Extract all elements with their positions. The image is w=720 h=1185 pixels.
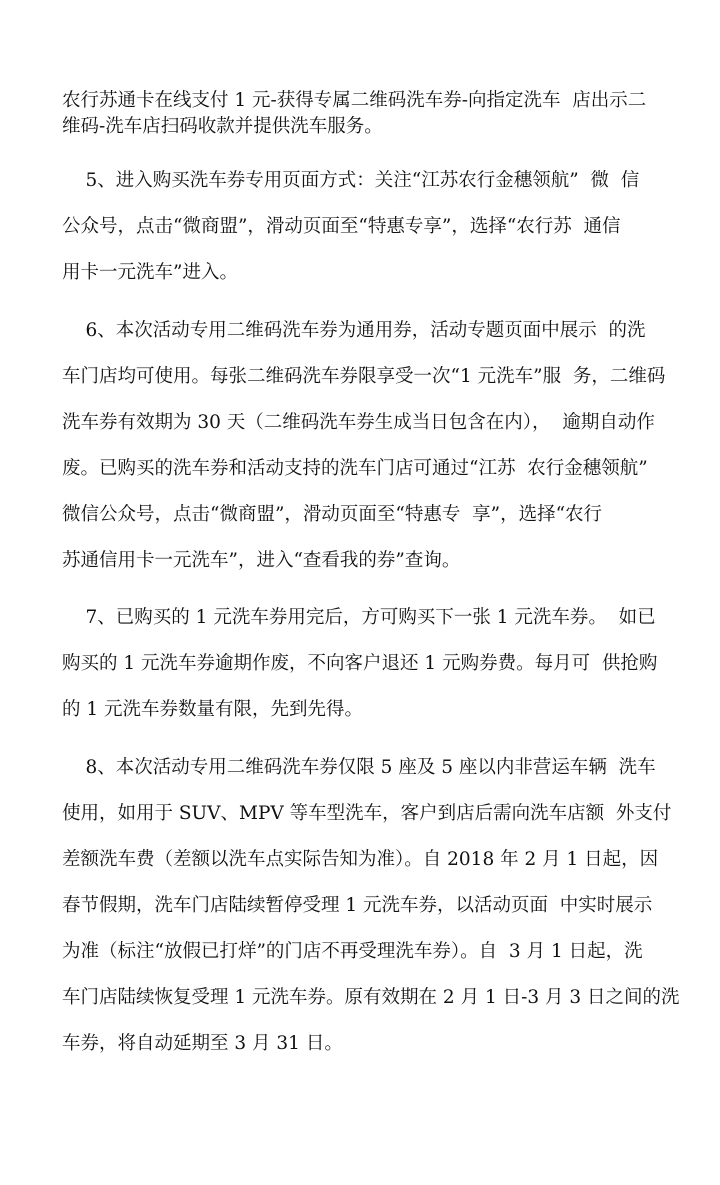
paragraph-5-line-2: 公众号，点击“微商盟”，滑动页面至“特惠专享”，选择“农行苏 通信 <box>62 216 621 237</box>
paragraph-4-line-2: 维码-洗车店扫码收款并提供洗车服务。 <box>62 116 383 137</box>
paragraph-8-line-5: 为准（标注“放假已打烊”的门店不再受理洗车券）。自 3 月 1 日起，洗 <box>62 941 643 962</box>
paragraph-8-line-1: 8、本次活动专用二维码洗车券仅限 5 座及 5 座以内非营运车辆 洗车 <box>62 757 656 778</box>
paragraph-6-line-5: 微信公众号，点击“微商盟”，滑动页面至“特惠专 享”，选择“农行 <box>62 504 603 525</box>
paragraph-6-line-3: 洗车券有效期为 30 天（二维码洗车券生成当日包含在内）， 逾期自动作 <box>62 412 655 433</box>
paragraph-8-line-4: 春节假期，洗车门店陆续暂停受理 1 元洗车券，以活动页面 中实时展示 <box>62 895 653 916</box>
paragraph-8-line-2: 使用，如用于 SUV、MPV 等车型洗车，客户到店后需向洗车店额 外支付 <box>62 803 672 824</box>
paragraph-7-line-3: 的 1 元洗车券数量有限，先到先得。 <box>62 699 364 720</box>
paragraph-7-line-2: 购买的 1 元洗车券逾期作废，不向客户退还 1 元购券费。每月可 供抢购 <box>62 653 658 674</box>
paragraph-7-line-1: 7、已购买的 1 元洗车券用完后，方可购买下一张 1 元洗车券。 如已 <box>62 607 656 628</box>
paragraph-8-line-7: 车券，将自动延期至 3 月 31 日。 <box>62 1033 343 1054</box>
paragraph-6-line-2: 车门店均可使用。每张二维码洗车券限享受一次“1 元洗车”服 务，二维码 <box>62 366 666 387</box>
paragraph-6-line-6: 苏通信用卡一元洗车”，进入“查看我的券”查询。 <box>62 550 461 571</box>
paragraph-8-line-6: 车门店陆续恢复受理 1 元洗车券。原有效期在 2 月 1 日-3 月 3 日之间的洗 <box>62 987 680 1008</box>
paragraph-4-line-1: 农行苏通卡在线支付 1 元-获得专属二维码洗车券-向指定洗车 店出示二 <box>62 90 647 111</box>
paragraph-5-line-1: 5、进入购买洗车券专用页面方式：关注“江苏农行金穗领航” 微 信 <box>62 170 640 191</box>
paragraph-6-line-1: 6、本次活动专用二维码洗车券为通用券，活动专题页面中展示 的洗 <box>62 320 646 341</box>
paragraph-6-line-4: 废。已购买的洗车券和活动支持的洗车门店可通过“江苏 农行金穗领航” <box>62 458 648 479</box>
paragraph-8-line-3: 差额洗车费（差额以洗车点实际告知为准）。自 2018 年 2 月 1 日起，因 <box>62 849 659 870</box>
paragraph-5-line-3: 用卡一元洗车”进入。 <box>62 262 238 283</box>
